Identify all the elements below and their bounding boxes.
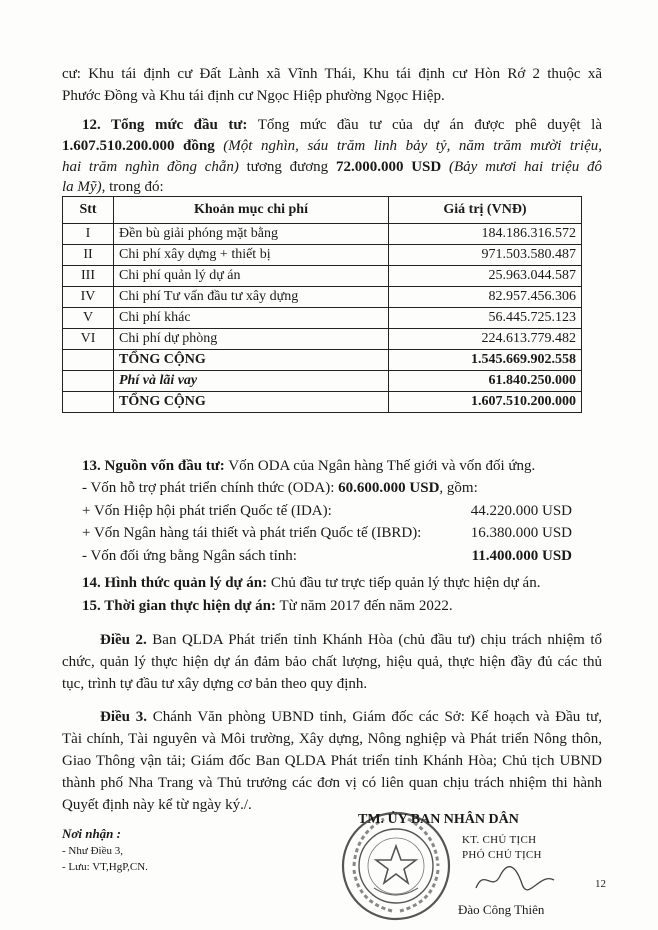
table-row	[63, 266, 582, 287]
section15-line	[82, 596, 622, 616]
signature-name: Đào Công Thiên	[458, 902, 545, 917]
signature-org: TM. ỦY BAN NHÂN DÂN	[358, 812, 519, 827]
row-item: Chi phí quản lý dự án	[114, 266, 389, 287]
article2-line-2: chức, quản lý thực hiện dự án đảm bảo chất lượng, hiệu quả, thực hiện đầy đủ các thủ	[62, 654, 602, 670]
ibrd-amount: 16.380.000 USD	[470, 525, 572, 541]
oda-tail: , gồm:	[439, 480, 478, 496]
header-stt: Stt	[63, 197, 114, 224]
fees-row	[63, 371, 582, 392]
article2-line-3: tục, trình tự đầu tư xây dựng cơ bản theo quy định.	[62, 676, 368, 692]
article3-line-1	[100, 707, 602, 727]
recipient-item: - Lưu: VT,HgP,CN.	[62, 861, 148, 873]
row-value: 184.186.316.572	[389, 224, 582, 245]
total-label: TỔNG CỘNG	[114, 392, 389, 413]
oda-line	[82, 478, 572, 499]
handwritten-signature-icon	[470, 862, 560, 898]
section12-line-4	[62, 177, 602, 197]
ibrd-line	[82, 523, 572, 544]
section15-heading: 15. Thời gian thực hiện dự án:	[82, 598, 276, 614]
recipient-item: - Như Điều 3,	[62, 845, 123, 857]
header-value: Giá trị (VNĐ)	[389, 197, 582, 224]
counter-line	[82, 546, 572, 567]
article3-line-4: thành phố Nha Trang và Thủ trưởng các đơn vị có liên quan chịu trách nhiệm thi hành	[62, 775, 602, 791]
row-item: Chi phí Tư vấn đầu tư xây dựng	[114, 287, 389, 308]
article2-text-1: Ban QLDA Phát triển tỉnh Khánh Hòa (chủ đầu tư) chịu trách nhiệm tổ	[152, 632, 602, 648]
subtotal-value: 1.545.669.902.558	[389, 350, 582, 371]
section15-text: Từ năm 2017 đến năm 2022.	[279, 598, 453, 614]
article3-line-5: Quyết định này kể từ ngày ký./.	[62, 797, 252, 813]
section12-words-1: (Một nghìn, sáu trăm linh bảy tỷ, năm trăm mười triệu,	[223, 138, 602, 154]
section14-text: Chủ đầu tư trực tiếp quản lý thực hiện dự án.	[270, 575, 541, 591]
section12-usd: 72.000.000 USD	[335, 159, 442, 175]
row-stt: IV	[63, 287, 114, 308]
oda-amount: 60.600.000 USD	[338, 480, 440, 496]
section14-heading: 14. Hình thức quản lý dự án:	[82, 575, 268, 591]
page-number: 12	[595, 878, 606, 890]
row-stt: VI	[63, 329, 114, 350]
section12-heading: 12. Tổng mức đầu tư:	[82, 117, 248, 133]
subtotal-label: TỔNG CỘNG	[114, 350, 389, 371]
row-stt-empty	[63, 371, 114, 392]
total-row	[63, 392, 582, 413]
section14-line	[82, 573, 622, 593]
row-stt: III	[63, 266, 114, 287]
table-row	[63, 329, 582, 350]
section12-trailing: , trong đó:	[101, 179, 164, 195]
section13-text: Vốn ODA của Ngân hàng Thế giới và vốn đối ứng.	[228, 458, 536, 474]
article3-line-3: Giao Thông vận tải; Giám đốc Ban QLDA Phát triển tỉnh Khánh Hòa; Chủ tịch UBND	[62, 753, 602, 769]
table-row	[63, 308, 582, 329]
oda-label: - Vốn hỗ trợ phát triển chính thức (ODA):	[82, 480, 335, 496]
ibrd-label: + Vốn Ngân hàng tái thiết và phát triển Quốc tế (IBRD):	[82, 525, 422, 541]
intro-line-2: Phước Đồng và Khu tái định cư Ngọc Hiệp phường Ngọc Hiệp.	[62, 88, 445, 104]
row-value: 25.963.044.587	[389, 266, 582, 287]
header-item: Khoản mục chi phí	[114, 197, 389, 224]
row-stt: I	[63, 224, 114, 245]
ida-label: + Vốn Hiệp hội phát triển Quốc tế (IDA):	[82, 503, 332, 519]
section12-text: Tổng mức đầu tư của dự án được phê duyệt là	[257, 117, 602, 133]
table-header-row	[63, 197, 582, 224]
table-row	[63, 287, 582, 308]
article2-heading: Điều 2.	[100, 632, 147, 648]
section13-line	[82, 456, 622, 476]
row-item: Chi phí dự phòng	[114, 329, 389, 350]
article3-text-1: Chánh Văn phòng UBND tỉnh, Giám đốc các Sở: Kế hoạch và Đầu tư,	[152, 709, 603, 725]
ida-amount: 44.220.000 USD	[470, 503, 572, 519]
row-value: 224.613.779.482	[389, 329, 582, 350]
row-value: 56.445.725.123	[389, 308, 582, 329]
counter-label: - Vốn đối ứng bằng Ngân sách tỉnh:	[82, 548, 297, 564]
recipients-title: Nơi nhận :	[62, 826, 121, 841]
signature-role-1: KT. CHỦ TỊCH	[462, 834, 537, 846]
section13-heading: 13. Nguồn vốn đầu tư:	[82, 458, 225, 474]
row-value: 82.957.456.306	[389, 287, 582, 308]
row-stt: II	[63, 245, 114, 266]
intro-line-1: cư: Khu tái định cư Đất Lành xã Vĩnh Thái, Khu tái định cư Hòn Rớ 2 thuộc xã	[62, 66, 602, 82]
section12-line-3	[62, 157, 602, 177]
section12-words-2: hai trăm nghìn đồng chẵn)	[62, 159, 239, 175]
row-stt-empty	[63, 350, 114, 371]
section12-amount: 1.607.510.200.000 đồng	[62, 138, 215, 154]
section12-line-1	[82, 115, 602, 135]
signature-role-2: PHÓ CHỦ TỊCH	[462, 849, 542, 861]
section12-line-2	[62, 136, 602, 156]
subtotal-row	[63, 350, 582, 371]
cost-table	[62, 196, 582, 413]
row-item: Đền bù giải phóng mặt bằng	[114, 224, 389, 245]
fees-label: Phí và lãi vay	[114, 371, 389, 392]
table-row	[63, 245, 582, 266]
section12-equiv: tương đương	[246, 159, 329, 175]
row-stt: V	[63, 308, 114, 329]
article3-heading: Điều 3.	[100, 709, 147, 725]
row-stt-empty	[63, 392, 114, 413]
row-item: Chi phí xây dựng + thiết bị	[114, 245, 389, 266]
counter-amount: 11.400.000 USD	[471, 548, 572, 564]
section12-usd-words-1: (Bảy mươi hai triệu đô	[449, 159, 603, 175]
row-item: Chi phí khác	[114, 308, 389, 329]
table-row	[63, 224, 582, 245]
fees-value: 61.840.250.000	[389, 371, 582, 392]
article3-line-2: Tài chính, Tài nguyên và Môi trường, Xây dựng, Nông nghiệp và Phát triển Nông thôn,	[62, 731, 602, 747]
total-value: 1.607.510.200.000	[389, 392, 582, 413]
article2-line-1	[100, 630, 602, 650]
ida-line	[82, 501, 572, 522]
section12-usd-words-2: la Mỹ)	[62, 179, 102, 195]
row-value: 971.503.580.487	[389, 245, 582, 266]
